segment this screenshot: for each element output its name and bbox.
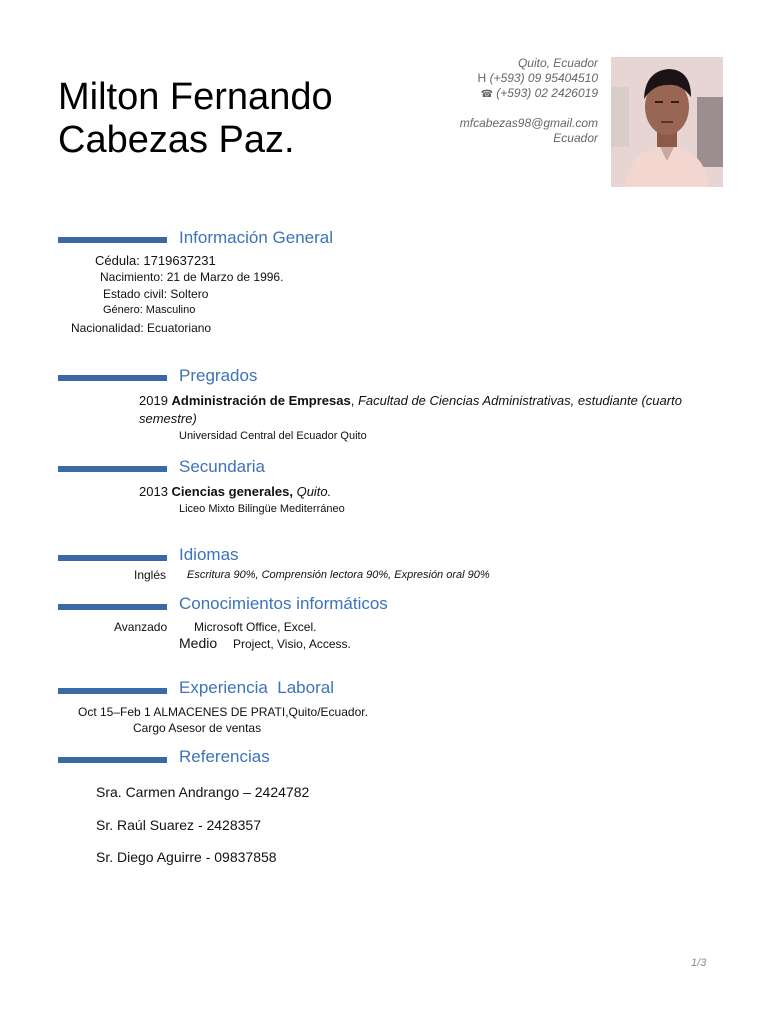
name-line-2: Cabezas Paz. [58, 119, 295, 161]
profile-photo-illustration [611, 57, 723, 187]
home-phone: (+593) 09 95404510 [489, 71, 598, 85]
page-number: 1/3 [691, 957, 707, 969]
contact-spacer [460, 102, 598, 116]
contact-city: Quito, Ecuador [517, 56, 598, 70]
informatica-skills-advanced: Microsoft Office, Excel. [194, 620, 317, 634]
contact-block [460, 56, 598, 146]
section-title-idiomas: Idiomas [179, 545, 239, 564]
secundaria-degree: Ciencias generales, [171, 484, 293, 499]
idioma-detail: Escritura 90%, Comprensión lectora 90%, Expresión oral 90% [187, 569, 490, 581]
name-line-1: Milton Fernando [58, 76, 333, 118]
home-phone-prefix: H [477, 71, 487, 85]
nacimiento: Nacimiento: 21 de Marzo de 1996. [100, 270, 284, 284]
pregrado-degree: Administración de Empresas [171, 393, 351, 408]
section-title-pregrados: Pregrados [179, 366, 258, 385]
pregrado-detail-cont: semestre) [139, 411, 197, 426]
section-bar-secundaria [58, 466, 167, 472]
secundaria-year: 2013 [139, 484, 168, 499]
section-title-experiencia: Experiencia Laboral [179, 678, 334, 697]
genero: Género: Masculino [103, 304, 196, 316]
contact-country: Ecuador [553, 131, 598, 145]
section-bar-informatica [58, 604, 167, 610]
experiencia-line-2: Cargo Asesor de ventas [133, 721, 262, 735]
estado-civil: Estado civil: Soltero [103, 287, 209, 301]
contact-phone-row [460, 86, 598, 102]
pregrado-detail: Facultad de Ciencias Administrativas, estudiante (cuarto [357, 393, 682, 408]
section-bar-pregrados [58, 375, 167, 381]
section-title-general: Información General [179, 228, 334, 247]
telephone-icon: ☎ [480, 89, 494, 100]
pregrado-institution: Universidad Central del Ecuador Quito [179, 430, 367, 442]
contact-email: mfcabezas98@gmail.com [459, 116, 598, 130]
secundaria-entry [139, 484, 331, 499]
reference-item: Sr. Raúl Suarez - 2428357 [96, 817, 261, 833]
section-bar-general [58, 237, 167, 243]
section-bar-idiomas [58, 555, 167, 561]
secundaria-city: Quito. [296, 484, 332, 499]
idioma-language: Inglés [134, 568, 167, 582]
section-title-informatica: Conocimientos informáticos [179, 594, 388, 613]
section-title-referencias: Referencias [179, 747, 270, 766]
profile-photo [611, 57, 723, 187]
phone: (+593) 02 2426019 [496, 86, 598, 100]
pregrado-sep: , [350, 393, 355, 408]
contact-home-phone-row [460, 71, 598, 86]
secundaria-institution: Liceo Mixto Bilingüe Mediterráneo [179, 503, 345, 515]
informatica-level-medium: Medio [179, 635, 218, 651]
nacionalidad: Nacionalidad: Ecuatoriano [71, 321, 212, 335]
section-bar-experiencia [58, 688, 167, 694]
candidate-name [58, 76, 333, 162]
informatica-level-advanced: Avanzado [114, 620, 168, 634]
cedula: Cédula: 1719637231 [95, 253, 216, 268]
reference-item: Sr. Diego Aguirre - 09837858 [96, 849, 277, 865]
pregrado-entry [139, 393, 682, 408]
experiencia-line-1: Oct 15–Feb 1 ALMACENES DE PRATI,Quito/Ecuador. [78, 705, 368, 719]
pregrado-year: 2019 [139, 393, 168, 408]
section-bar-referencias [58, 757, 167, 763]
reference-item: Sra. Carmen Andrango – 2424782 [96, 784, 310, 800]
informatica-skills-medium: Project, Visio, Access. [233, 637, 351, 651]
section-title-secundaria: Secundaria [179, 457, 266, 476]
